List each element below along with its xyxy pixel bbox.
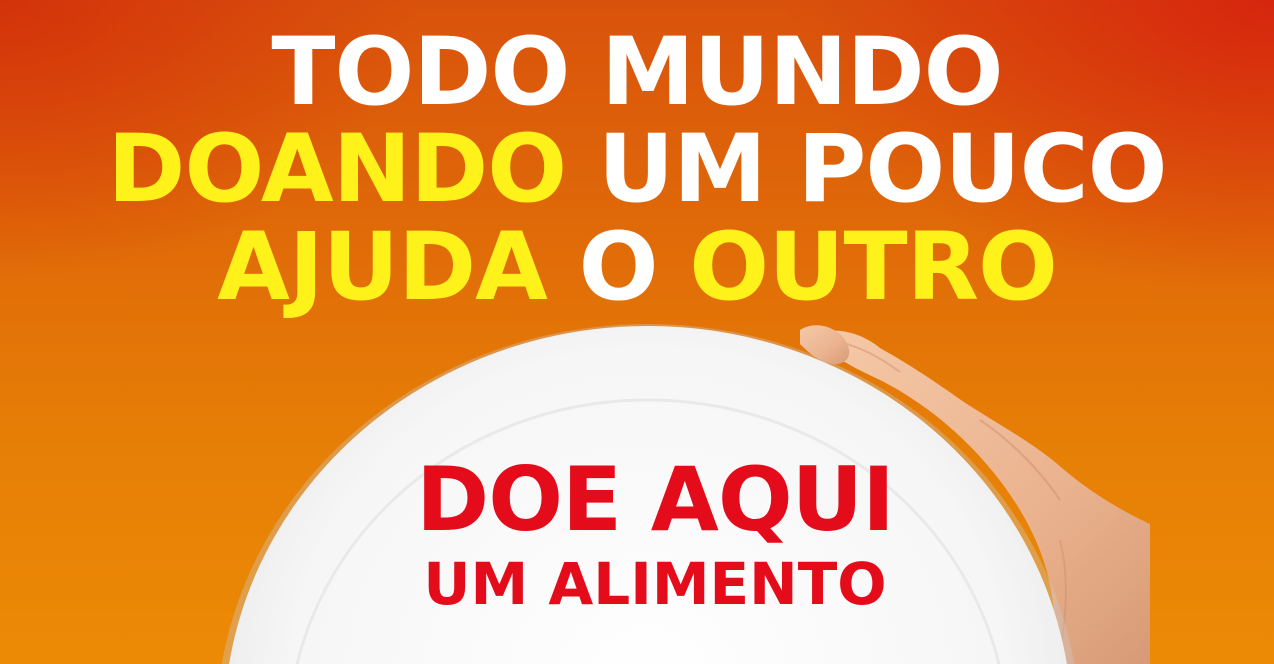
cta-doe-aqui: DOE AQUI bbox=[416, 448, 894, 551]
headline-o: O bbox=[546, 213, 690, 322]
headline-um-pouco: UM POUCO bbox=[566, 115, 1167, 224]
headline-todo-mundo: TODO MUNDO bbox=[271, 18, 1003, 127]
headline-doando: DOANDO bbox=[107, 115, 567, 224]
cta-um-alimento: UM ALIMENTO bbox=[423, 550, 887, 618]
headline-outro: OUTRO bbox=[689, 213, 1057, 322]
headline-ajuda: AJUDA bbox=[217, 213, 547, 322]
